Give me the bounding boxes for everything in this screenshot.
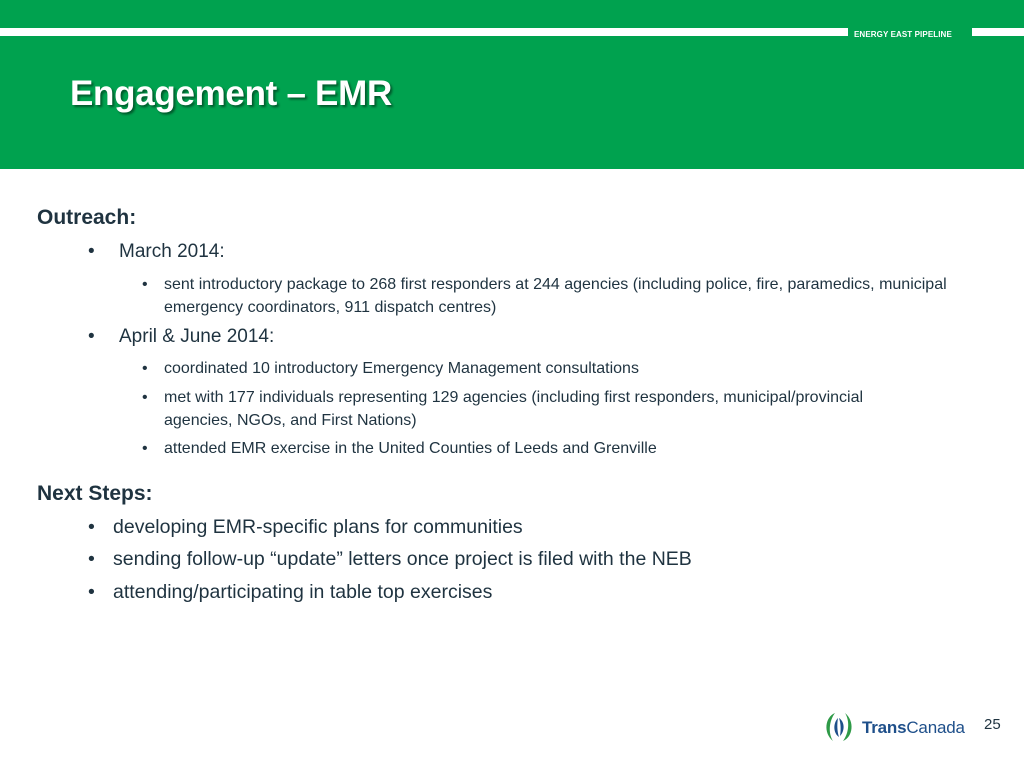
header-rule-right — [972, 28, 1024, 36]
next-step-text: attending/participating in table top exercises — [113, 581, 493, 603]
outreach-subitem-text: coordinated 10 introductory Emergency Management consultations — [164, 360, 639, 377]
next-steps-heading: Next Steps: — [37, 482, 153, 505]
transcanada-logo — [821, 709, 971, 745]
outreach-subitem-text: attended EMR exercise in the United Counties of Leeds and Grenville — [164, 440, 657, 457]
bullet-glyph: • — [88, 326, 95, 347]
bullet-glyph: • — [142, 276, 148, 293]
bullet-glyph: • — [88, 241, 95, 262]
outreach-item-label: March 2014: — [119, 241, 225, 262]
logo-wordmark-rest: Canada — [906, 718, 965, 737]
bullet-glyph: • — [88, 548, 95, 570]
next-step-text: sending follow-up “update” letters once project is filed with the NEB — [113, 548, 692, 570]
page-number: 25 — [984, 716, 1001, 733]
outreach-item-label: April & June 2014: — [119, 326, 275, 347]
outreach-subitem-text: met with 177 individuals representing 129 agencies (including first responders, municipal/provincial agencies, NGOs, and First Nations) — [164, 389, 864, 429]
transcanada-mark-icon — [821, 709, 857, 745]
outreach-heading: Outreach: — [37, 206, 137, 229]
outreach-subitem-text: sent introductory package to 268 first responders at 244 agencies (including police, fire, paramedics, municipal emergency coordinators, 911 dispatch centres) — [164, 276, 947, 316]
bullet-glyph: • — [142, 360, 148, 377]
bullet-glyph: • — [142, 440, 148, 457]
header-rule-left — [0, 28, 848, 36]
bullet-glyph: • — [88, 516, 95, 538]
bullet-glyph: • — [88, 581, 95, 603]
brand-tag: ENERGY EAST PIPELINE — [854, 30, 952, 39]
bullet-glyph: • — [142, 389, 148, 406]
logo-wordmark-bold: Trans — [862, 718, 907, 737]
next-step-text: developing EMR-specific plans for communities — [113, 516, 523, 538]
slide-title: Engagement – EMR — [70, 74, 392, 113]
logo-wordmark — [862, 718, 965, 738]
